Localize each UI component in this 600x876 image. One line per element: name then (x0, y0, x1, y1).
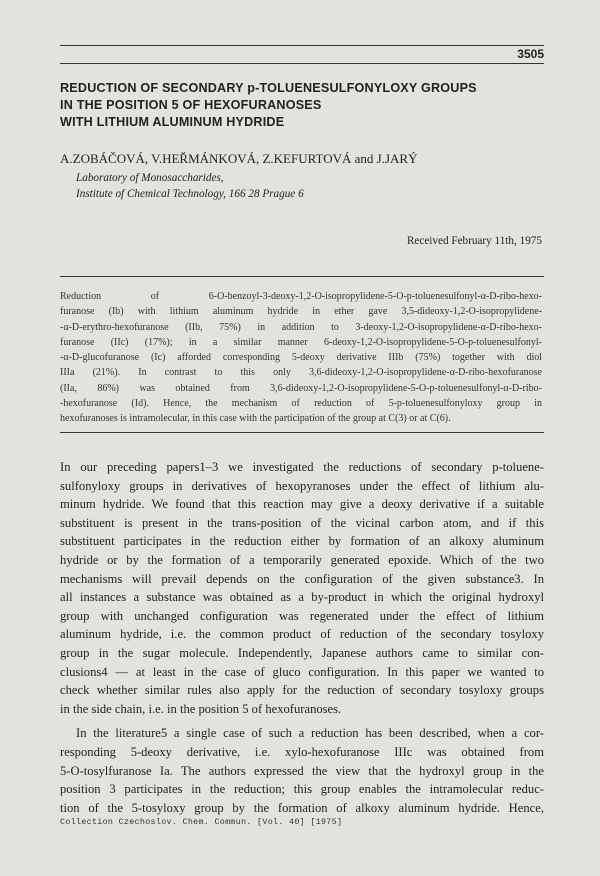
journal-footer: Collection Czechoslov. Chem. Commun. [Vol. 40] [1975] (60, 817, 343, 827)
body-line: sulfonyloxy groups in derivatives of hexopyranoses under the effect of lithium alu- (60, 478, 544, 493)
body-line: in the side chain, i.e. in the position 5 of hexofuranoses. (60, 701, 342, 716)
abstract-line: hexofuranoses is intramolecular, in this case with the participation of the group at C(3) or at C(6). (60, 413, 451, 425)
body-line: responding 5-deoxy derivative, i.e. xylo-hexofuranose IIIc was obtained from (60, 744, 544, 759)
body-line: group with unchanged configuration was regenerated under the effect of lithium (60, 608, 544, 623)
body-line: position 3 participates in the reduction; this group enables the intramolecular reduc- (60, 782, 544, 797)
abstract-line: (IIa, 86%) was obtained from 3,6-dideoxy-1,2-O-isopropylidene-5-O-p-toluenesulfonyl-α-D-ribo- (60, 382, 542, 394)
abstract-top-rule (60, 276, 544, 277)
body-line: minum hydride. We found that this reaction may give a deoxy derivative if a suitable (60, 497, 544, 512)
body-line: 5-O-tosylfuranose Ia. The authors expressed the view that the hydroxyl group in the (60, 763, 544, 778)
body-line: mechanisms will prevail depends on the configuration of the given substance3. In (60, 571, 544, 586)
body-line: In the literature5 a single case of such a reduction has been described, when a cor- (76, 726, 544, 741)
abstract-line: Reduction of 6-O-benzoyl-3-deoxy-1,2-O-isopropylidene-5-O-p-toluenesulfonyl-α-D-ribo-hexo- (60, 291, 542, 302)
body-line: check whether similar rules also apply for the reduction of secondary tosyloxy groups (60, 683, 544, 698)
abstract-line: -hexofuranose (Id). Hence, the mechanism of reduction of 5-p-toluenesulfonyloxy group in (60, 398, 542, 410)
body-text (60, 458, 544, 817)
article-title (60, 80, 540, 131)
affiliation (76, 170, 304, 202)
body-line: group in the sugar molecule. Independently, Japanese authors came to similar con- (60, 645, 544, 660)
body-line: clusions4 — at least in the case of gluco configuration. In this paper we wanted to (60, 664, 544, 679)
body-line: hydride or by the formation of a temporarily generated epoxide. Which of the two (60, 552, 544, 567)
page-number: 3505 (517, 47, 544, 61)
abstract-line: furanose (IIc) (17%); in a similar manner 6-deoxy-1,2-O-isopropylidene-5-O-p-toluenesulfonyl- (60, 336, 542, 348)
header-rule (60, 45, 544, 46)
abstract-line: IIIa (21%). In contrast to this only 3,6-dideoxy-1,2-O-isopropylidene-α-D-ribo-hexofuranose (60, 367, 542, 379)
abstract-line: -α-D-glucofuranose (Ic) afforded corresponding 5-deoxy derivative IIIb (75%) together with diol (60, 352, 542, 364)
title-line: WITH LITHIUM ALUMINUM HYDRIDE (60, 115, 285, 129)
abstract-line: furanose (Ib) with lithium aluminum hydride in ether gave 3,5-dideoxy-1,2-O-isopropylidene- (60, 306, 542, 318)
body-line: substituent participates in the reduction either by formation of an alkoxy aluminum (60, 534, 544, 549)
abstract-bottom-rule (60, 432, 544, 433)
abstract-line: -α-D-erythro-hexofuranose (IIb, 75%) in addition to 3-deoxy-1,2-O-isopropylidene-α-D-ribo-hexo- (60, 321, 542, 333)
title-line: IN THE POSITION 5 OF HEXOFURANOSES (60, 98, 322, 112)
body-line: substituent is present in the trans-position of the vicinal carbon atom, and if this (60, 515, 544, 530)
affiliation-line: Laboratory of Monosaccharides, (76, 172, 224, 184)
body-line: aluminum hydride, i.e. the common product of reduction of the secondary tosyloxy (60, 627, 544, 642)
abstract (60, 289, 542, 427)
received-date: Received February 11th, 1975 (406, 235, 542, 247)
body-line: tion of the 5-tosyloxy group by the formation of alkoxy aluminum hydride. Hence, (60, 800, 544, 815)
title-line: REDUCTION OF SECONDARY p-TOLUENESULFONYLOXY GROUPS (60, 81, 477, 95)
author-list: A.ZOBÁČOVÁ, V.HEŘMÁNKOVÁ, Z.KEFURTOVÁ and J.JARÝ (60, 151, 418, 166)
body-line: In our preceding papers1–3 we investigated the reductions of secondary p-toluene- (60, 460, 544, 474)
body-line: all instances a substance was obtained as a by-product in which the original hydroxyl (60, 590, 544, 605)
header-rule-lower (60, 63, 544, 64)
affiliation-line: Institute of Chemical Technology, 166 28 Prague 6 (76, 188, 304, 200)
